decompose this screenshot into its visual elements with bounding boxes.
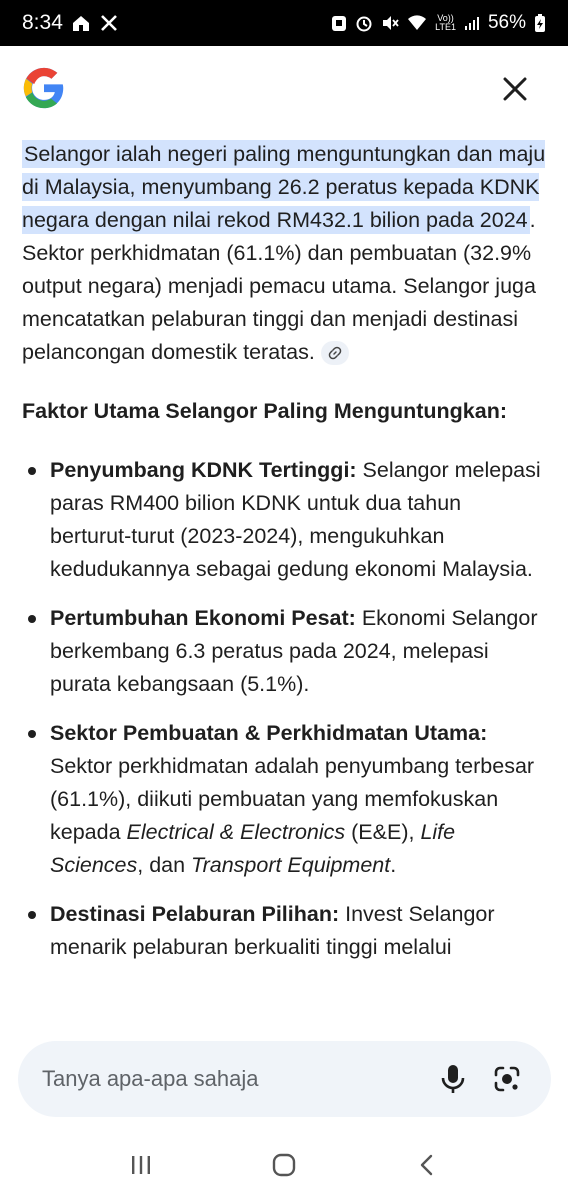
volte-label: Vo)) [437,13,454,23]
link-icon [328,346,342,360]
recent-apps-icon [129,1154,153,1176]
status-time: 8:34 [22,11,63,34]
back-icon [418,1153,436,1177]
ai-answer [22,138,548,980]
system-nav-bar [0,1130,568,1200]
lte-label: LTE1 [435,22,456,32]
list-item [22,898,548,964]
answer-rest-text: . Sektor perkhidmatan (61.1%) dan pembuatan (32.9% output negara) menjadi pemacu utama. Selangor juga mencatatkan pelaburan tinggi dan menjadi destinasi pelancongan domestik teratas. [22,208,536,364]
status-bar [0,0,568,46]
highlighted-text: Selangor ialah negeri paling menguntungkan dan maju di Malaysia, menyumbang 26.2 peratus kepada KDNK negara dengan nilai rekod RM432.1 bilion pada 2024 [22,142,546,232]
tools-status-icon [99,13,119,33]
home-button[interactable] [254,1140,314,1190]
search-input[interactable]: Tanya apa-apa sahaja [42,1066,259,1091]
google-g-icon [22,66,66,110]
list-item-text: . [390,853,397,877]
list-item-text: Sektor perkhidmatan adalah penyumbang terbesar (61.1%), diikuti pembuatan yang memfokuskan kepada [50,754,535,844]
close-button[interactable] [498,72,532,106]
search-bar[interactable] [18,1041,551,1117]
header [0,46,568,130]
list-item-text: Ekonomi Selangor berkembang 6.3 peratus pada 2024, melepasi purata kebangsaan (5.1%). [50,606,538,696]
battery-percent: 56% [487,12,526,33]
battery-charging-icon [534,13,546,33]
wifi-status-icon [407,14,427,32]
lens-search-button[interactable] [487,1059,527,1099]
network-label [435,14,456,32]
camera-lens-icon [492,1064,522,1094]
back-button[interactable] [397,1140,457,1190]
list-item-text: Invest Selangor menarik pelaburan berkualiti tinggi melalui [50,902,495,959]
source-link-button[interactable] [321,341,349,365]
home-status-icon [71,13,91,33]
list-item-title: Penyumbang KDNK Tertinggi: [50,458,357,482]
recent-apps-button[interactable] [111,1140,171,1190]
signal-status-icon [464,15,480,31]
close-icon [498,72,532,106]
mute-status-icon [381,14,399,32]
factor-list [22,454,548,964]
list-item-text: (E&E), [345,820,421,844]
list-item-italic: Electrical & Electronics [126,820,346,844]
list-item [22,454,548,586]
microphone-icon [440,1064,466,1094]
shield-status-icon [331,14,347,32]
section-title: Faktor Utama Selangor Paling Menguntungkan: [22,399,507,423]
list-item-text: Selangor melepasi paras RM400 bilion KDNK untuk dua tahun berturut-turut (2023-2024), mengukuhkan kedudukannya sebagai gedung ekonomi Malaysia. [50,458,541,581]
list-item-italic: Transport Equipment [191,853,391,877]
list-item [22,717,548,882]
home-icon [271,1152,297,1178]
list-item [22,602,548,701]
list-item-title: Sektor Pembuatan & Perkhidmatan Utama: [50,721,488,745]
list-item-title: Destinasi Pelaburan Pilihan: [50,902,340,926]
answer-paragraph [22,138,548,369]
alarm-status-icon [355,14,373,32]
voice-search-button[interactable] [433,1059,473,1099]
list-item-italic: Life Sciences [50,820,456,877]
list-item-text: , dan [137,853,192,877]
list-item-title: Pertumbuhan Ekonomi Pesat: [50,606,356,630]
